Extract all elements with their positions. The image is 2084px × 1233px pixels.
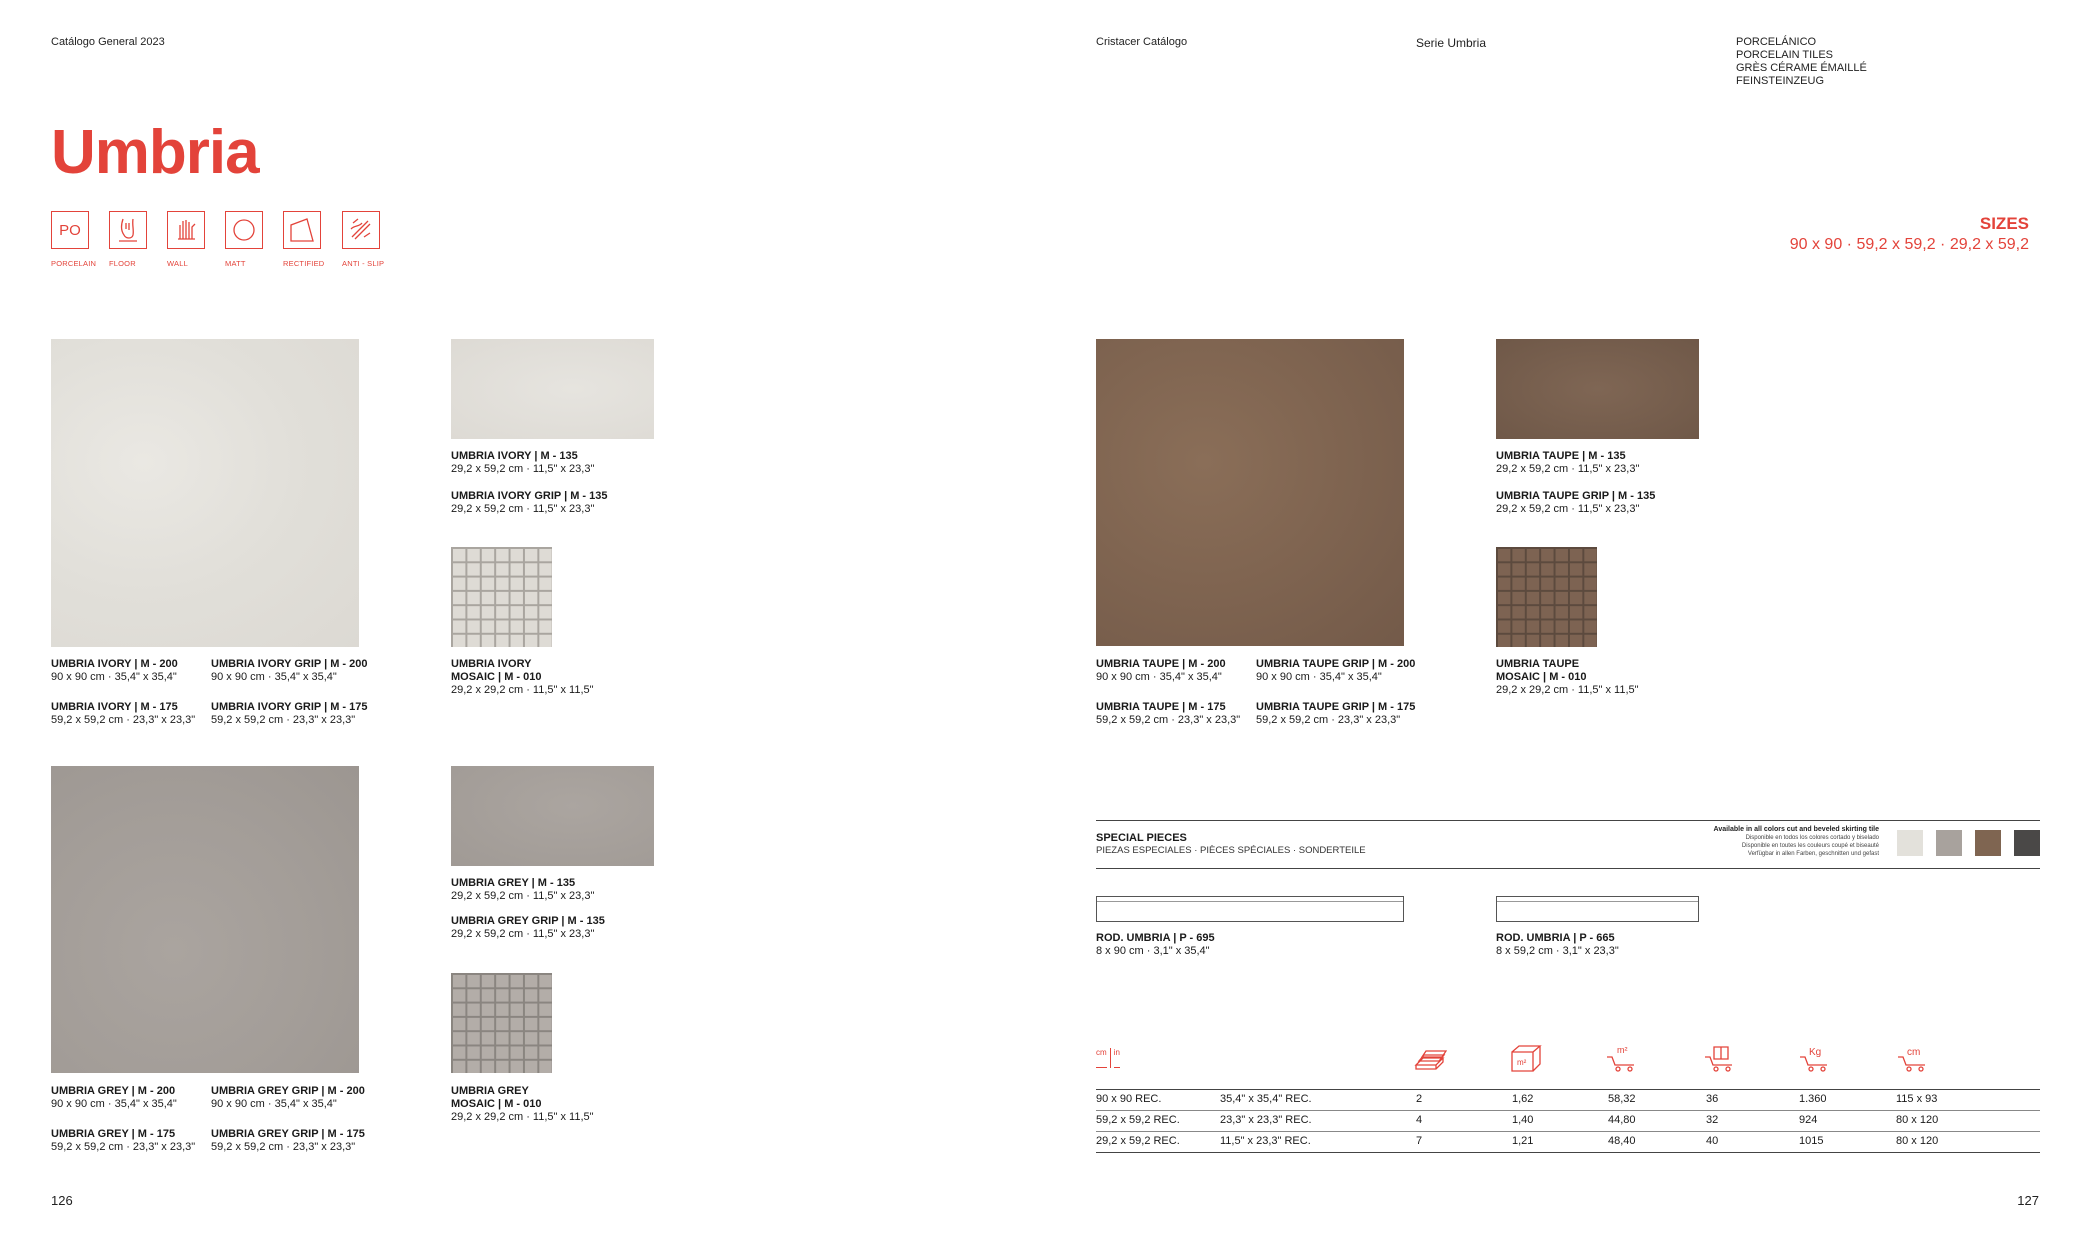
feature-label-anti-slip: ANTI - SLIP: [342, 259, 385, 268]
caption-ivory-mosaic: UMBRIA IVORY MOSAIC | M - 010 29,2 x 29,2 cm · 11,5" x 11,5": [451, 658, 594, 696]
tile-grey-rect: [451, 766, 654, 866]
series-name: Serie Umbria: [1416, 36, 1487, 50]
tile-ivory-large: [51, 339, 359, 647]
swatch-grey: [1936, 830, 1962, 856]
caption-ivory-grip-m200: UMBRIA IVORY GRIP | M - 200 90 x 90 cm · 35,4" x 35,4": [211, 658, 368, 683]
availability-headline: Available in all colors cut and beveled skirting tile: [1713, 826, 1879, 833]
table-row: 29,2 x 59,2 REC. 11,5" x 23,3" REC. 7 1,21 48,40 40 1015 80 x 120: [1096, 1135, 1939, 1147]
pieces-per-box-icon: [1413, 1043, 1447, 1078]
kg-per-pallet-icon: [1797, 1043, 1831, 1078]
caption-grey-mosaic: UMBRIA GREY MOSAIC | M - 010 29,2 x 29,2 cm · 11,5" x 11,5": [451, 1085, 594, 1123]
availability-es: Disponible en todos los colores cortado y biselado: [1745, 835, 1879, 841]
cm-in-icon: cm in: [1096, 1048, 1120, 1068]
porcelain-icon: [51, 211, 89, 249]
feature-label-wall: WALL: [167, 259, 188, 268]
page-number-right: 127: [2017, 1193, 2039, 1208]
caption-grey-grip-m200: UMBRIA GREY GRIP | M - 200 90 x 90 cm · 35,4" x 35,4": [211, 1085, 365, 1110]
caption-taupe-mosaic: UMBRIA TAUPE MOSAIC | M - 010 29,2 x 29,2 cm · 11,5" x 11,5": [1496, 658, 1639, 696]
type-fr: GRÈS CÉRAME ÉMAILLÉ: [1736, 62, 1867, 74]
tile-ivory-rect: [451, 339, 654, 439]
swatch-taupe: [1975, 830, 2001, 856]
table-row: 90 x 90 REC. 35,4" x 35,4" REC. 2 1,62 58,32 36 1.360 115 x 93: [1096, 1093, 1938, 1105]
tile-taupe-mosaic: [1496, 547, 1597, 647]
brand-catalog: Cristacer Catálogo: [1096, 36, 1188, 48]
page-title: Umbria: [51, 118, 259, 187]
feature-label-floor: FLOOR: [109, 259, 136, 268]
caption-taupe-grip-m175: UMBRIA TAUPE GRIP | M - 175 59,2 x 59,2 cm · 23,3" x 23,3": [1256, 701, 1416, 726]
swatch-dark: [2014, 830, 2040, 856]
availability-fr: Disponible en toutes les couleurs coupé et biseauté: [1741, 843, 1879, 849]
tile-taupe-large: [1096, 339, 1404, 646]
availability-note: [1714, 826, 1879, 858]
availability-de: Verfügbar in allen Farben, geschnitten und gefast: [1747, 851, 1879, 857]
tile-taupe-rect: [1496, 339, 1699, 439]
caption-taupe-m175: UMBRIA TAUPE | M - 175 59,2 x 59,2 cm · 23,3" x 23,3": [1096, 701, 1241, 726]
wall-icon: [167, 211, 205, 249]
table-row: 59,2 x 59,2 REC. 23,3" x 23,3" REC. 4 1,40 44,80 32 924 80 x 120: [1096, 1114, 1939, 1126]
catalog-title: Catálogo General 2023: [51, 36, 165, 48]
pallet-size-icon: [1895, 1043, 1929, 1078]
sizes-heading: SIZES: [1979, 214, 2029, 233]
skirting-p665-drawing: [1496, 896, 1699, 922]
type-de: FEINSTEINZEUG: [1736, 75, 1825, 87]
boxes-per-pallet-icon: [1702, 1043, 1736, 1078]
caption-ivory-grip-m135: UMBRIA IVORY GRIP | M - 135 29,2 x 59,2 cm · 11,5" x 23,3": [451, 490, 608, 515]
anti-slip-icon: [342, 211, 380, 249]
caption-taupe-grip-m135: UMBRIA TAUPE GRIP | M - 135 29,2 x 59,2 cm · 11,5" x 23,3": [1496, 490, 1656, 515]
caption-taupe-m135: UMBRIA TAUPE | M - 135 29,2 x 59,2 cm · 11,5" x 23,3": [1496, 450, 1640, 475]
rectified-icon: [283, 211, 321, 249]
caption-ivory-m135: UMBRIA IVORY | M - 135 29,2 x 59,2 cm · 11,5" x 23,3": [451, 450, 595, 475]
svg-text:cm: cm: [1907, 1047, 1921, 1058]
caption-ivory-grip-m175: UMBRIA IVORY GRIP | M - 175 59,2 x 59,2 cm · 23,3" x 23,3": [211, 701, 368, 726]
caption-grey-grip-m135: UMBRIA GREY GRIP | M - 135 29,2 x 59,2 cm · 11,5" x 23,3": [451, 915, 605, 940]
caption-ivory-m175: UMBRIA IVORY | M - 175 59,2 x 59,2 cm · 23,3" x 23,3": [51, 701, 196, 726]
table-bottom-rule: [1096, 1152, 2040, 1153]
tile-ivory-mosaic: [451, 547, 552, 647]
feature-label-rectified: RECTIFIED: [283, 259, 325, 268]
special-top-rule: [1096, 820, 2040, 821]
skirting-p695-drawing: [1096, 896, 1404, 922]
caption-taupe-m200: UMBRIA TAUPE | M - 200 90 x 90 cm · 35,4" x 35,4": [1096, 658, 1226, 683]
caption-rod-p665: ROD. UMBRIA | P - 665 8 x 59,2 cm · 3,1" x 23,3": [1496, 932, 1619, 957]
matt-icon: [225, 211, 263, 249]
m2-per-pallet-icon: [1604, 1043, 1638, 1078]
swatch-ivory: [1897, 830, 1923, 856]
special-pieces-title: SPECIAL PIECES: [1096, 832, 1187, 844]
tile-grey-mosaic: [451, 973, 552, 1073]
special-pieces-subtitle: PIEZAS ESPECIALES · PIÈCES SPÉCIALES · SONDERTEILE: [1096, 845, 1366, 856]
caption-ivory-m200: UMBRIA IVORY | M - 200 90 x 90 cm · 35,4" x 35,4": [51, 658, 178, 683]
m2-per-box-icon: [1509, 1043, 1543, 1078]
type-en: PORCELAIN TILES: [1736, 49, 1833, 61]
feature-label-matt: MATT: [225, 259, 246, 268]
svg-text:Kg: Kg: [1809, 1047, 1822, 1058]
type-es: PORCELÁNICO: [1736, 36, 1817, 48]
product-types: [1736, 36, 1867, 88]
special-bottom-rule: [1096, 868, 2040, 869]
caption-grey-m175: UMBRIA GREY | M - 175 59,2 x 59,2 cm · 23,3" x 23,3": [51, 1128, 196, 1153]
page-number-left: 126: [51, 1193, 73, 1208]
sizes-list: 90 x 90 · 59,2 x 59,2 · 29,2 x 59,2: [1789, 236, 2029, 253]
caption-grey-grip-m175: UMBRIA GREY GRIP | M - 175 59,2 x 59,2 cm · 23,3" x 23,3": [211, 1128, 365, 1153]
caption-grey-m200: UMBRIA GREY | M - 200 90 x 90 cm · 35,4" x 35,4": [51, 1085, 177, 1110]
svg-text:m²: m²: [1617, 1045, 1628, 1055]
caption-taupe-grip-m200: UMBRIA TAUPE GRIP | M - 200 90 x 90 cm · 35,4" x 35,4": [1256, 658, 1416, 683]
svg-text:m²: m²: [1517, 1058, 1527, 1067]
caption-grey-m135: UMBRIA GREY | M - 135 29,2 x 59,2 cm · 11,5" x 23,3": [451, 877, 595, 902]
tile-grey-large: [51, 766, 359, 1073]
porcelain-glyph: PO: [59, 221, 81, 239]
floor-icon: [109, 211, 147, 249]
caption-rod-p695: ROD. UMBRIA | P - 695 8 x 90 cm · 3,1" x 35,4": [1096, 932, 1215, 957]
feature-label-porcelain: PORCELAIN: [51, 259, 97, 268]
